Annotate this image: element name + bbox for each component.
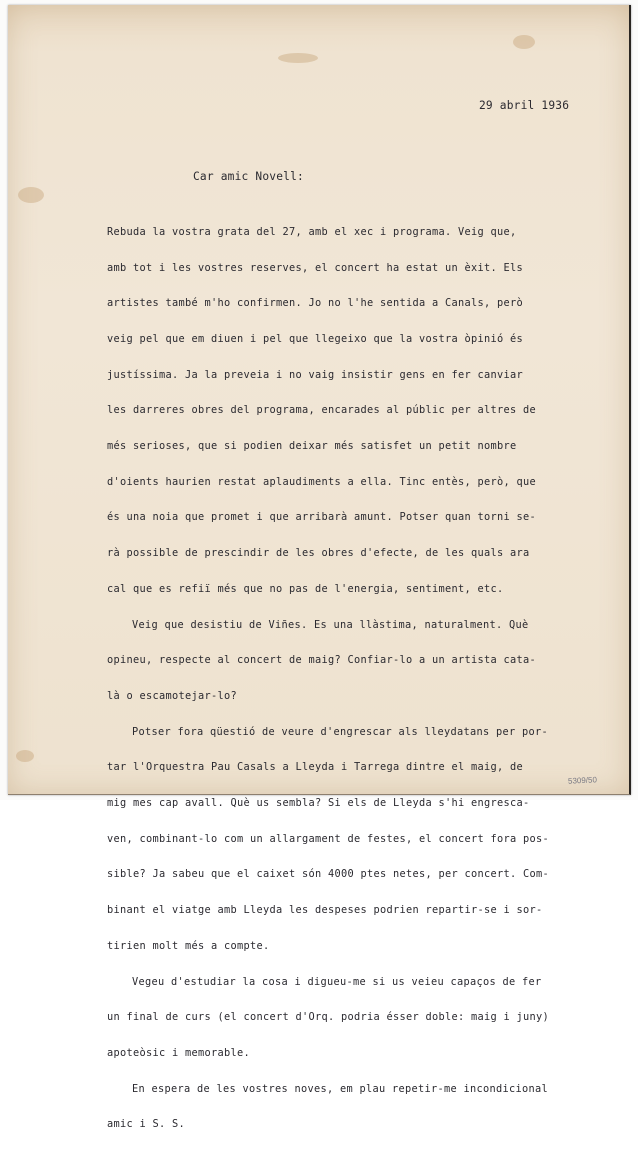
- body-line: apoteòsic i memorable.: [107, 1046, 250, 1059]
- body-line: ven, combinant-lo com un allargament de festes, el concert fora pos-: [107, 832, 549, 845]
- body-line: justíssima. Ja la preveia i no vaig insistir gens en fer canviar: [107, 368, 523, 381]
- body-line: amb tot i les vostres reserves, el concert ha estat un èxit. Els: [107, 261, 523, 274]
- body-line: là o escamotejar-lo?: [107, 689, 237, 702]
- body-line: cal que es refiï més que no pas de l'energia, sentiment, etc.: [107, 582, 504, 595]
- archive-reference-number: 5309/50: [567, 775, 598, 786]
- paper-stain: [18, 187, 44, 203]
- letter-body: [107, 203, 597, 1155]
- body-line: veig pel que em diuen i pel que llegeixo que la vostra òpinió és: [107, 332, 523, 345]
- body-line: d'oients haurien restat aplaudiments a ella. Tinc entès, però, que: [107, 475, 536, 488]
- body-line: opineu, respecte al concert de maig? Confiar-lo a un artista cata-: [107, 654, 536, 667]
- body-line: rà possible de prescindir de les obres d'efecte, de les quals ara: [107, 547, 530, 560]
- body-line: un final de curs (el concert d'Orq. podria ésser doble: maig i juny): [107, 1011, 549, 1024]
- paper-stain: [278, 53, 318, 63]
- body-line: Vegeu d'estudiar la cosa i digueu-me si us veieu capaços de fer: [132, 975, 542, 988]
- body-line: les darreres obres del programa, encarades al públic per altres de: [107, 404, 536, 417]
- paper-stain: [513, 35, 535, 49]
- body-line: amic i S. S.: [107, 1118, 185, 1131]
- body-line: Potser fora qüestió de veure d'engrescar als lleydatans per por-: [132, 725, 548, 738]
- letter-salutation: Car amic Novell:: [193, 170, 304, 183]
- letter-date: 29 abril 1936: [479, 99, 570, 112]
- body-line: Rebuda la vostra grata del 27, amb el xec i programa. Veig que,: [107, 225, 517, 238]
- body-line: tirien molt més a compte.: [107, 939, 270, 952]
- paper-stain: [16, 750, 34, 762]
- body-line: més serioses, que si podien deixar més satisfet un petit nombre: [107, 440, 517, 453]
- body-line: binant el viatge amb Lleyda les despeses podrien repartir-se i sor-: [107, 904, 543, 917]
- body-line: mig mes cap avall. Què us sembla? Si els de Lleyda s'hi engresca-: [107, 797, 530, 810]
- body-line: En espera de les vostres noves, em plau repetir-me incondicional: [132, 1082, 548, 1095]
- body-line: és una noia que promet i que arribarà amunt. Potser quan torni se-: [107, 511, 536, 524]
- body-line: sible? Ja sabeu que el caixet són 4000 ptes netes, per concert. Com-: [107, 868, 549, 881]
- body-line: Veig que desistiu de Viñes. Es una llàstima, naturalment. Què: [132, 618, 529, 631]
- body-line: artistes també m'ho confirmen. Jo no l'he sentida a Canals, però: [107, 297, 523, 310]
- body-line: tar l'Orquestra Pau Casals a Lleyda i Tarrega dintre el maig, de: [107, 761, 523, 774]
